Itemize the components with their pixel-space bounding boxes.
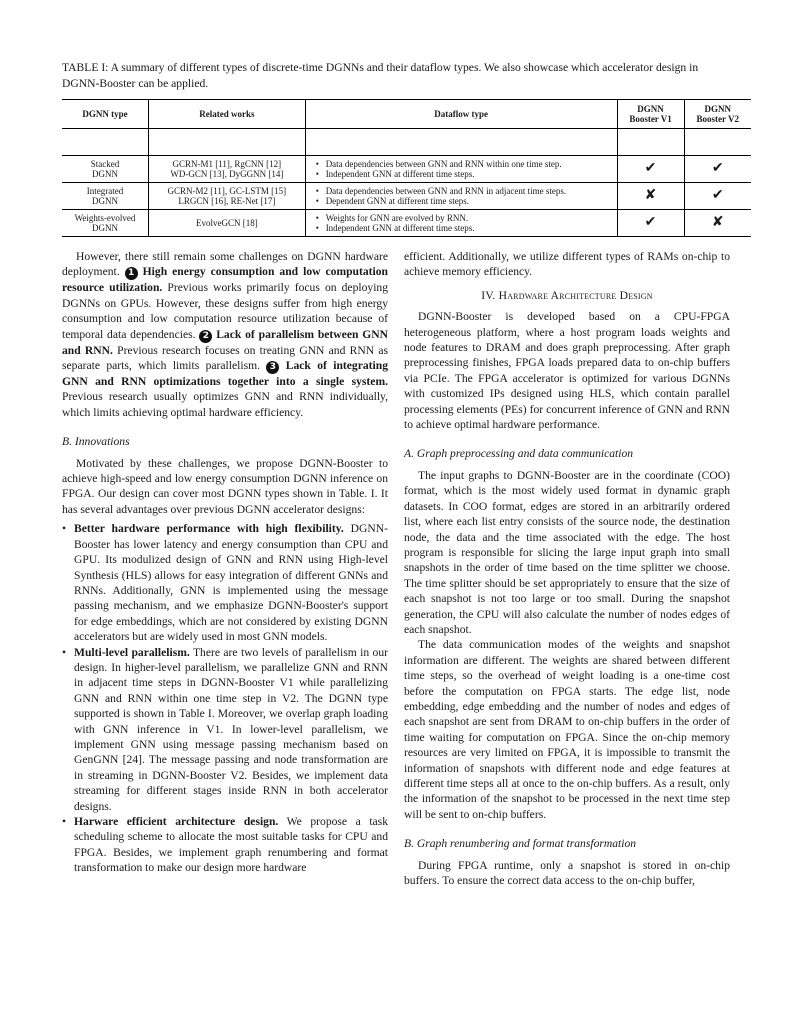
list-item: • Harware efficient architecture design. We propose a task scheduling scheme to allocate the most suitable tasks for CPU and FPGA. Besides, we implement graph renumbering and format transformation to make our design more hardware [62,814,388,876]
header-dgnn-type: DGNN type [62,100,149,129]
cell-related-works: GCRN-M2 [11], GC-LSTM [15] LRGCN [16], RE-Net [17] [149,183,306,210]
cell-dataflow: • Data dependencies between GNN and RNN within one time step. • Independent GNN at different time steps. [305,156,617,183]
cell-v1 [617,183,684,210]
check-icon: ✔ [711,160,724,176]
subsection-a-heading: A. Graph preprocessing and data communication [404,447,634,461]
left-column [62,249,388,876]
cell-dgnn-type: Integrated DGNN [62,183,149,210]
number-badge-2: 2 [199,330,212,343]
list-item: • Better hardware performance with high flexibility. DGNN-Booster has lower latency and energy consumption than CPU and GPU. Its modulized design of GNN and RNN using High-level Synthesis (HLS) allows for easy integration of different GNNs and RNNs. Additionally, GNN is implemented using the message passing mechanism, and we emphasize DGNN-Booster's support for edge embeddings, which are not considered by existing DGNN accelerators but are widely used in most GNN models. [62,521,388,644]
number-badge-1: 1 [125,267,138,280]
continued-paragraph: efficient. Additionally, we utilize different types of RAMs on-chip to achieve memory efficiency. [404,250,730,279]
list-item: • Multi-level parallelism. There are two levels of parallelism in our design. In higher-level parallelism, we parallelize GNN and RNN in adjacent time steps in DGNN-Booster V1 while parallelizing GNN and RNN within one time step in V2. The DGNN type supported is shown in Table I. Moreover, we overlap graph loading with GNN inference in V1. In lower-level parallelism, we implement GNN using message passing mechanism based on GenGNN [24]. The message passing and node transformation are in streaming in DGNN-Booster V2. Besides, we implement data streaming for different stages inside RNN in both accelerator designs. [62,645,388,814]
section-heading: IV. Hardware Architecture Design [481,288,653,302]
table-caption: TABLE I: A summary of different types of discrete-time DGNNs and their dataflow types. We also showcase which accelerator design in DGNN-Booster can be applied. [62,61,699,90]
cell-dataflow: • Data dependencies between GNN and RNN in adjacent time steps. • Dependent GNN at different time steps. [305,183,617,210]
cross-icon: ✘ [711,214,724,230]
subsection-b-heading: B. Graph renumbering and format transformation [404,837,637,851]
cell-v2 [684,210,751,237]
right-column [404,249,730,888]
check-icon: ✔ [711,187,724,203]
table-row [62,210,751,237]
renumbering-paragraph: During FPGA runtime, only a snapshot is stored in on-chip buffers. To ensure the correct data access to the on-chip buffer, [404,858,730,888]
architecture-paragraph: DGNN-Booster is developed based on a CPU-FPGA heterogeneous platform, where a host program loads weights and node features to DRAM and does graph preprocessing. After graph preprocessing finishes, FPGA loads prepared data to on-chip buffers via PCIe. The FPGA accelerator is optimized for various DGNNs with customized IPs designed using HLS, which contain parallel processing elements (PEs) for concurrent inference of GNN and RNN to achieve optimal hardware performance. [404,310,730,432]
header-booster-v1: DGNN Booster V1 [617,100,684,129]
cell-dgnn-type: Weights-evolved DGNN [62,210,149,237]
cell-v2 [684,156,751,183]
innovations-heading: B. Innovations [62,435,130,449]
challenges-paragraph: However, there still remain some challenges on DGNN hardware deployment. 1 High energy consumption and low computation resource utilization. Previous works primarily focus on deploying DGNNs on GPUs. However, these designs suffer from high energy consumption and low computation resource utilization because of temporal data dependencies. 2 Lack of parallelism between GNN and RNN. Previous research focuses on treating GNN and RNN as separate parts, which limits parallelism. 3 Lack of integrating GNN and RNN optimizations together into a single system. Previous research usually optimizes GNN and RNN individually, which limits achieving optimal hardware efficiency. [62,250,389,419]
header-dataflow-type: Dataflow type [305,100,617,129]
cell-v1 [617,156,684,183]
cell-v2 [684,183,751,210]
cell-v1 [617,210,684,237]
table-header-row [62,100,751,129]
motivation-paragraph: Motivated by these challenges, we propose DGNN-Booster to achieve high-speed and low energy consumption DGNN inference on FPGA. Our design can cover most DGNN types shown in Table. I. It has several advantages over previous DGNN accelerator designs: [62,456,388,516]
communication-paragraph: The data communication modes of the weights and snapshot information are different. The weights are shared between different time steps, so the overhead of weight loading is a one-time cost before the computation on FPGA starts. The edge list, node embedding, edge embedding and the number of nodes and edges of each snapshot are sent from DRAM to on-chip buffers in the order of time waiting for computation on FPGA. Since the on-chip memory resources are very limited on FPGA, it is impossible to transmit the information of snapshots with different node and edge features at different time steps all at once to the on-chip buffers. As a result, only the information of the snapshot to be processed in the next time step will be sent to on-chip buffers. [404,638,730,821]
table-row [62,183,751,210]
cell-related-works: GCRN-M1 [11], RgCNN [12] WD-GCN [13], DyGGNN [14] [149,156,306,183]
advantages-list [62,521,388,875]
cell-dataflow: • Weights for GNN are evolved by RNN. • Independent GNN at different time steps. [305,210,617,237]
coo-paragraph: The input graphs to DGNN-Booster are in the coordinate (COO) format, which is the most widely used format in dynamic graph datasets. In COO format, edges are stored in an arbitrarily ordered list, where each list entry consists of the source node, the destination node, the data and the time associated with the edge. The host program is responsible for slicing the large input graph into small snapshots in the order of time based on the time splitter we choose. The time splitter should be set appropriately to ensure that the size of each snapshot is not too large or too small. During the snapshot generation, the CPU will also calculate the number of nodes edges of each snapshot. [404,468,730,636]
header-related-works: Related works [149,100,306,129]
cross-icon: ✘ [644,187,657,203]
header-booster-v2: DGNN Booster V2 [696,103,739,124]
check-icon: ✔ [644,160,657,176]
number-badge-3: 3 [266,361,279,374]
table-row [62,156,751,183]
cell-dgnn-type: Stacked DGNN [62,156,149,183]
dgnn-summary-table [62,99,751,237]
check-icon: ✔ [644,214,657,230]
cell-related-works: EvolveGCN [18] [149,210,306,237]
